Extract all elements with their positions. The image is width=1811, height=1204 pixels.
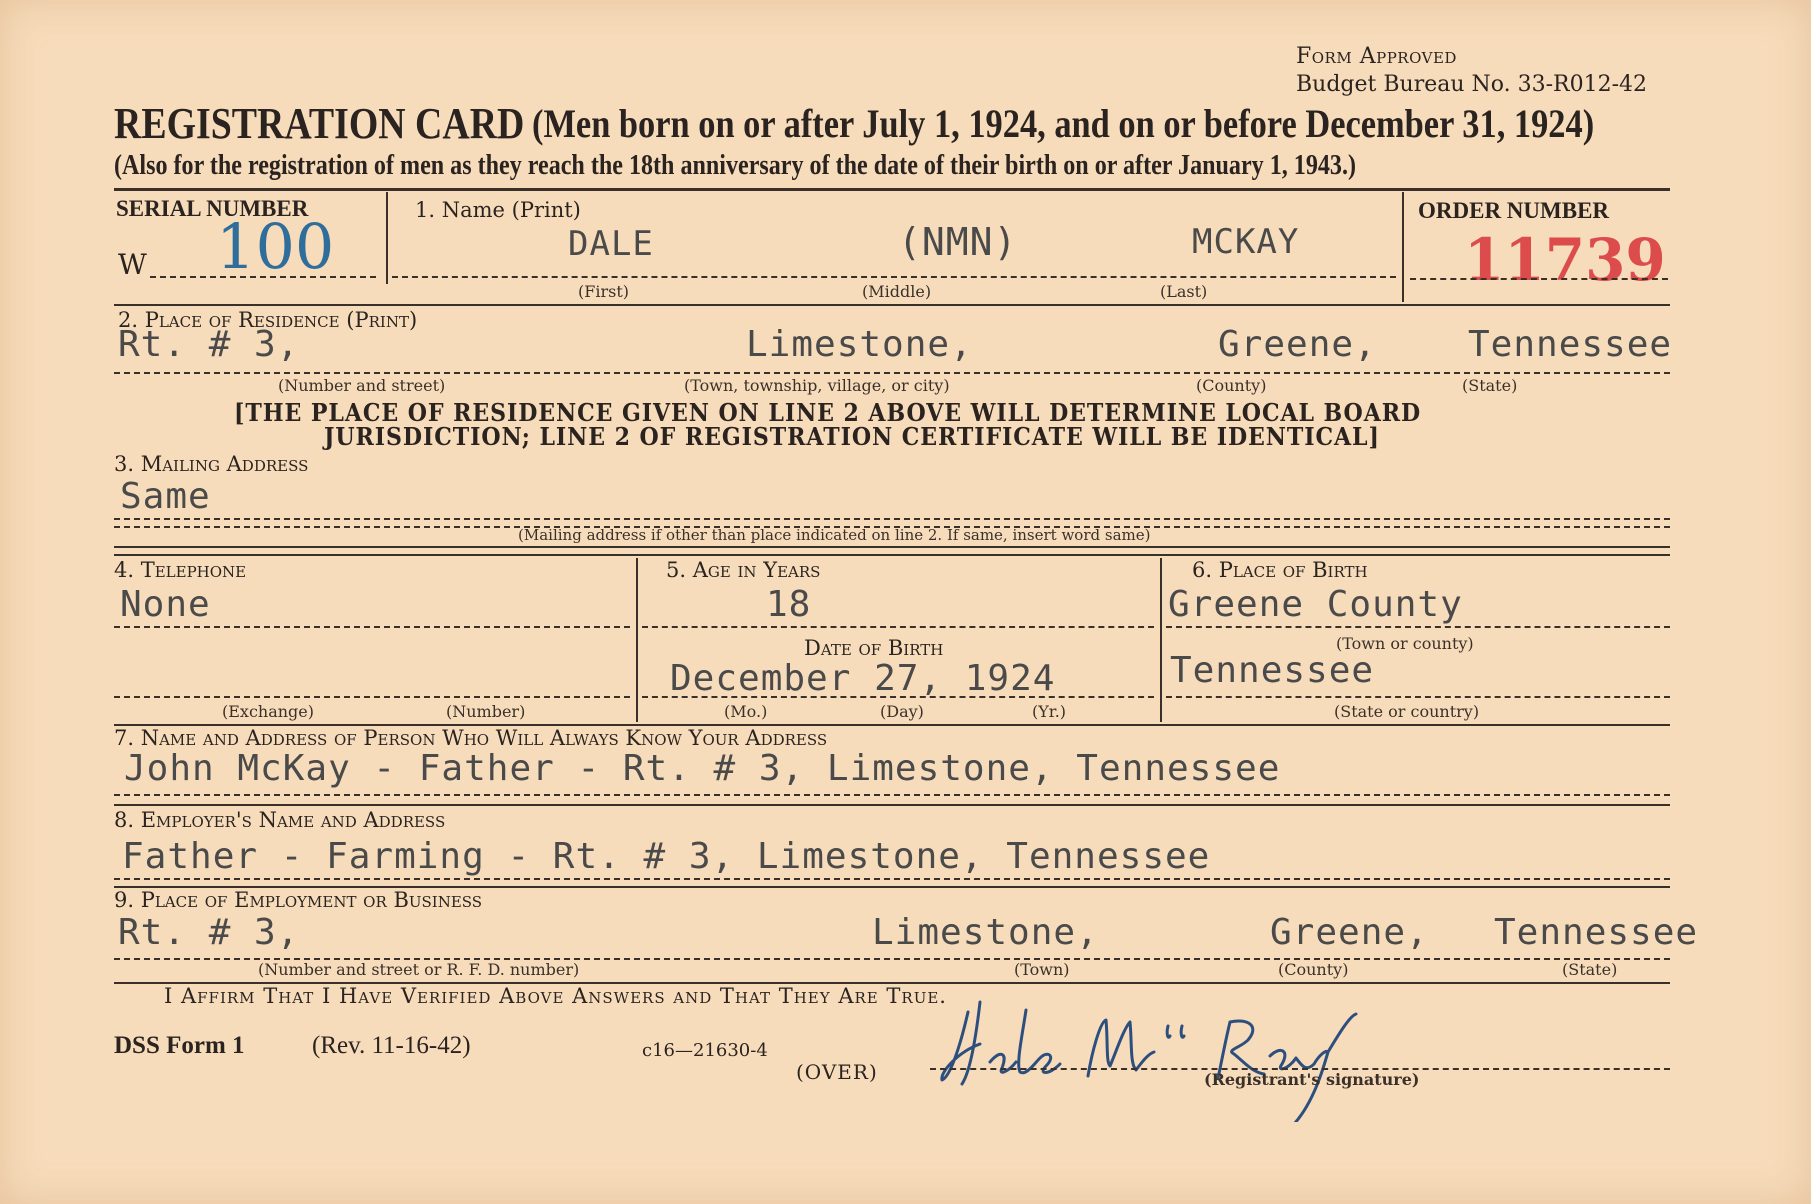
residence-county-value: Greene, [1218,324,1377,365]
form-id: DSS Form 1 [114,1032,245,1059]
serial-prefix: W [118,248,147,281]
signature-caption: (Registrant's signature) [1204,1070,1420,1089]
age-value: 18 [766,584,812,625]
jurisdiction-notice-line1: [THE PLACE OF RESIDENCE GIVEN ON LINE 2 ABOVE WILL DETERMINE LOCAL BOARD [234,398,1422,427]
residence-town-caption: (Town, township, village, or city) [684,376,950,395]
card-title: REGISTRATION CARD [114,99,525,148]
birthplace-town-caption: (Town or county) [1336,634,1474,653]
registrant-signature [930,992,1450,1122]
employer-label: 8. Employer's Name and Address [114,808,446,832]
divider [114,794,1670,796]
serial-number-value: 100 [216,210,335,283]
first-caption: (First) [578,282,629,301]
employment-street-caption: (Number and street or R. F. D. number) [258,960,580,979]
divider [1402,192,1404,302]
divider [392,276,1396,278]
form-approved: Form Approved [1296,44,1457,69]
divider [636,558,638,722]
print-code: c16—21630-4 [642,1040,768,1061]
date-of-birth-value: December 27, 1924 [670,658,1056,699]
telephone-value: None [120,584,211,625]
employment-town-caption: (Town) [1014,960,1070,979]
divider [114,696,630,698]
employment-town-value: Limestone, [872,912,1099,953]
mailing-address-label: 3. Mailing Address [114,452,309,476]
employment-county-caption: (County) [1278,960,1349,979]
divider [114,518,1670,520]
divider [386,192,388,284]
jurisdiction-notice-line2: JURISDICTION; LINE 2 OF REGISTRATION CERTIFICATE WILL BE IDENTICAL] [324,422,1380,451]
divider [150,276,376,278]
residence-street-value: Rt. # 3, [118,324,300,365]
employment-label: 9. Place of Employment or Business [114,888,483,912]
divider [1410,278,1668,280]
divider [1166,696,1670,698]
birthplace-label: 6. Place of Birth [1192,558,1368,582]
employer-value: Father - Farming - Rt. # 3, Limestone, Tennessee [122,836,1211,877]
date-of-birth-label: Date of Birth [804,636,944,660]
contact-person-value: John McKay - Father - Rt. # 3, Limestone, Tennessee [124,748,1281,789]
serial-number-label: SERIAL NUMBER [116,196,309,221]
residence-state-value: Tennessee [1468,324,1673,365]
divider [114,804,1670,806]
affirmation-text: I Affirm That I Have Verified Above Answers and That They Are True. [164,984,947,1008]
form-revision: (Rev. 11-16-42) [312,1032,471,1059]
divider [114,304,1670,306]
residence-town-value: Limestone, [746,324,973,365]
divider [642,696,1154,698]
birthplace-state-value: Tennessee [1170,650,1375,691]
divider [114,372,1670,374]
employment-state-caption: (State) [1562,960,1618,979]
divider [114,554,1670,556]
divider [1166,626,1670,628]
age-label: 5. Age in Years [666,558,821,582]
employment-street-value: Rt. # 3, [118,912,300,953]
card-title-eligibility: (Men born on or after July 1, 1924, and on or before December 31, 1924) [532,101,1595,146]
exchange-caption: (Exchange) [222,702,315,721]
middle-caption: (Middle) [862,282,932,301]
day-caption: (Day) [880,702,924,721]
budget-bureau-number: Budget Bureau No. 33-R012-42 [1296,72,1648,97]
year-caption: (Yr.) [1032,702,1067,721]
order-number-label: ORDER NUMBER [1418,198,1610,223]
divider [1160,558,1162,722]
divider [642,626,1154,628]
month-caption: (Mo.) [724,702,768,721]
order-number-value: 11739 [1464,226,1666,294]
residence-street-caption: (Number and street) [278,376,446,395]
card-subtitle: (Also for the registration of men as they reach the 18th anniversary of the date of their birth on or after January 1, 1943.) [114,150,1357,181]
first-name-value: DALE [568,224,654,264]
residence-label: 2. Place of Residence (Print) [118,308,418,332]
divider [114,626,630,628]
divider [114,188,1670,191]
mailing-address-caption: (Mailing address if other than place indicated on line 2. If same, insert word same) [518,526,1151,544]
divider [114,878,1670,880]
middle-name-value: (NMN) [898,220,1018,264]
name-label: 1. Name (Print) [415,198,581,222]
employment-county-value: Greene, [1270,912,1429,953]
residence-state-caption: (State) [1462,376,1518,395]
birthplace-town-value: Greene County [1168,584,1463,625]
birthplace-state-caption: (State or country) [1334,702,1480,721]
over-note: (OVER) [796,1060,878,1084]
number-caption: (Number) [446,702,526,721]
mailing-address-value: Same [120,476,211,517]
last-name-value: MCKAY [1192,222,1300,262]
employment-state-value: Tennessee [1494,912,1699,953]
divider [114,546,1670,548]
last-caption: (Last) [1160,282,1208,301]
contact-person-label: 7. Name and Address of Person Who Will Always Know Your Address [114,726,828,750]
residence-county-caption: (County) [1196,376,1267,395]
telephone-label: 4. Telephone [114,558,247,582]
